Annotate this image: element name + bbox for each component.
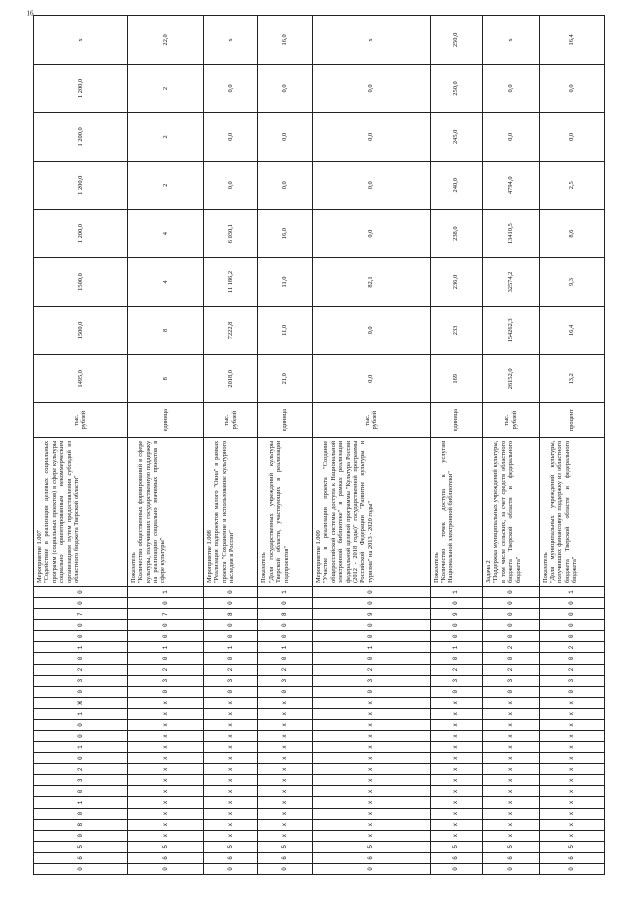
code-digit-cell: 0 <box>203 631 257 642</box>
code-digit-cell: 8 <box>34 819 128 830</box>
code-digit-cell: 0 <box>430 620 482 631</box>
value-cell: 8 <box>127 355 203 403</box>
code-digit-cell: х <box>482 764 539 775</box>
code-digit-cell: 0 <box>127 653 203 664</box>
code-digit-cell: 0 <box>312 586 430 597</box>
code-digit-cell: х <box>482 742 539 753</box>
code-digit-cell: 0 <box>312 863 430 874</box>
code-digit-cell: х <box>127 764 203 775</box>
code-digit-cell: 0 <box>258 598 312 609</box>
code-digit-cell: х <box>312 764 430 775</box>
code-digit-cell: 0 <box>34 730 128 741</box>
value-cell: 1495,0 <box>34 355 128 403</box>
value-cell: 0,0 <box>312 64 430 112</box>
item-name-cell: Мероприятие 1.008 "Реализация подпроектов малого "Окна" в рамках проекта "Сохранение и использование культурного наследия в России" <box>203 437 257 586</box>
code-digit-cell: 0 <box>430 653 482 664</box>
code-digit-cell: х <box>482 708 539 719</box>
value-cell: 0,0 <box>539 113 604 161</box>
value-cell: 16,0 <box>258 209 312 257</box>
code-digit-cell: х <box>203 797 257 808</box>
code-digit-cell: 0 <box>258 686 312 697</box>
code-digit-cell: х <box>127 830 203 841</box>
code-digit-cell: 0 <box>312 686 430 697</box>
code-digit-cell: 0 <box>539 653 604 664</box>
code-digit-cell: х <box>127 719 203 730</box>
code-digit-cell: х <box>539 819 604 830</box>
code-digit-cell: 5 <box>127 841 203 852</box>
code-digit-cell: 0 <box>34 586 128 597</box>
value-cell: 4 <box>127 258 203 306</box>
code-digit-cell: х <box>539 830 604 841</box>
code-digit-cell: х <box>312 775 430 786</box>
code-digit-cell: 0 <box>482 598 539 609</box>
value-cell: 32574,2 <box>482 258 539 306</box>
code-digit-cell: 0 <box>203 863 257 874</box>
code-digit-cell: х <box>258 730 312 741</box>
code-digit-cell: 5 <box>482 841 539 852</box>
code-digit-cell: 1 <box>34 797 128 808</box>
code-digit-cell: 0 <box>539 631 604 642</box>
value-cell: 0,0 <box>258 161 312 209</box>
value-cell: 9,3 <box>539 258 604 306</box>
code-digit-cell: х <box>258 697 312 708</box>
code-digit-cell: х <box>482 786 539 797</box>
value-cell: 154262,3 <box>482 306 539 354</box>
code-digit-cell: 5 <box>539 841 604 852</box>
code-digit-cell: 1 <box>430 642 482 653</box>
code-digit-cell: 2 <box>482 664 539 675</box>
value-cell: 169 <box>430 355 482 403</box>
item-name-cell: Мероприятие 1.009 "Участие в реализации проекта "Создание общероссийской системы доступа к Национальной электронной библиотеке" в рамках реализации федеральной целевой программы "Культура России (2012 - 2018 годы)" государственной программы Российской Федерации "Развитие культуры и туризма" на 2013 - 2020 годы" <box>312 437 430 586</box>
value-cell: 2018,0 <box>203 355 257 403</box>
value-cell: 245,0 <box>430 113 482 161</box>
code-digit-cell: 7 <box>127 609 203 620</box>
code-digit-cell: х <box>539 742 604 753</box>
code-digit-cell: 2 <box>203 664 257 675</box>
code-digit-cell: 0 <box>34 863 128 874</box>
code-digit-cell: 0 <box>127 863 203 874</box>
code-digit-cell: 6 <box>539 852 604 863</box>
code-digit-cell: 0 <box>539 863 604 874</box>
value-cell: 2 <box>127 161 203 209</box>
code-digit-cell: 0 <box>34 686 128 697</box>
code-digit-cell: 2 <box>312 664 430 675</box>
value-cell: 16,4 <box>539 16 604 65</box>
code-digit-cell: 2 <box>127 664 203 675</box>
code-digit-cell: х <box>312 708 430 719</box>
code-digit-cell: х <box>258 742 312 753</box>
code-digit-cell: 0 <box>482 686 539 697</box>
value-cell: 0,0 <box>482 113 539 161</box>
value-cell: 1 200,0 <box>34 209 128 257</box>
code-digit-cell: 5 <box>430 841 482 852</box>
code-digit-cell: х <box>258 819 312 830</box>
item-name-cell: Показатель "Количество общественных формирований в сфере культуры, получивших государственную поддержку на реализацию социально значимых проектов в сфере культуры" <box>127 437 203 586</box>
value-cell: 2 <box>127 113 203 161</box>
table-row <box>127 16 203 875</box>
code-digit-cell: х <box>203 764 257 775</box>
code-digit-cell: х <box>430 830 482 841</box>
code-digit-cell: х <box>430 719 482 730</box>
code-digit-cell: х <box>430 764 482 775</box>
code-digit-cell: 3 <box>127 675 203 686</box>
code-digit-cell: 0 <box>127 620 203 631</box>
value-cell: 233 <box>430 306 482 354</box>
code-digit-cell: 0 <box>34 753 128 764</box>
code-digit-cell: х <box>127 697 203 708</box>
unit-cell: тыс. рублей <box>34 403 128 437</box>
value-cell: 7222,8 <box>203 306 257 354</box>
code-digit-cell: 0 <box>430 686 482 697</box>
code-digit-cell: х <box>539 708 604 719</box>
code-digit-cell: 3 <box>430 675 482 686</box>
code-digit-cell: 0 <box>127 631 203 642</box>
code-digit-cell: х <box>482 819 539 830</box>
code-digit-cell: 0 <box>258 863 312 874</box>
code-digit-cell: х <box>258 830 312 841</box>
value-cell: 238,0 <box>430 209 482 257</box>
code-digit-cell: 1 <box>34 742 128 753</box>
value-cell: 0,0 <box>258 64 312 112</box>
code-digit-cell: х <box>430 730 482 741</box>
code-digit-cell: 0 <box>482 586 539 597</box>
code-digit-cell: 0 <box>312 598 430 609</box>
code-digit-cell: х <box>312 819 430 830</box>
code-digit-cell: 8 <box>258 609 312 620</box>
code-digit-cell: 0 <box>34 786 128 797</box>
value-cell: 240,0 <box>430 161 482 209</box>
value-cell: 11 186,2 <box>203 258 257 306</box>
value-cell: 6 030,1 <box>203 209 257 257</box>
value-cell: 0,0 <box>203 64 257 112</box>
code-digit-cell: х <box>127 775 203 786</box>
code-digit-cell: х <box>203 830 257 841</box>
value-cell: 26152,0 <box>482 355 539 403</box>
code-digit-cell: х <box>258 797 312 808</box>
code-digit-cell: 0 <box>539 598 604 609</box>
value-cell: 16,4 <box>539 306 604 354</box>
code-digit-cell: х <box>482 719 539 730</box>
page-number: 16 <box>26 9 34 18</box>
code-digit-cell: 9 <box>430 609 482 620</box>
code-digit-cell: х <box>203 753 257 764</box>
code-digit-cell: х <box>539 775 604 786</box>
code-digit-cell: 3 <box>34 775 128 786</box>
code-digit-cell: х <box>539 730 604 741</box>
value-cell: х <box>482 16 539 65</box>
code-digit-cell: 0 <box>127 686 203 697</box>
code-digit-cell: 0 <box>258 620 312 631</box>
value-cell: 0,0 <box>258 113 312 161</box>
code-digit-cell: 0 <box>312 620 430 631</box>
code-digit-cell: 5 <box>258 841 312 852</box>
value-cell: 0,0 <box>312 355 430 403</box>
code-digit-cell: 1 <box>34 642 128 653</box>
code-digit-cell: 5 <box>34 841 128 852</box>
code-digit-cell: 0 <box>312 631 430 642</box>
code-digit-cell: х <box>482 808 539 819</box>
code-digit-cell: х <box>312 697 430 708</box>
code-digit-cell: 0 <box>203 653 257 664</box>
value-cell: 1500,0 <box>34 306 128 354</box>
code-digit-cell: 2 <box>34 664 128 675</box>
value-cell: 1 200,0 <box>34 113 128 161</box>
code-digit-cell: х <box>539 797 604 808</box>
value-cell: х <box>312 16 430 65</box>
table-row <box>258 16 312 875</box>
table-row <box>482 16 539 875</box>
code-digit-cell: х <box>203 819 257 830</box>
code-digit-cell: х <box>127 742 203 753</box>
code-digit-cell: х <box>258 708 312 719</box>
code-digit-cell: х <box>312 797 430 808</box>
code-digit-cell: 2 <box>539 642 604 653</box>
value-cell: 82,1 <box>312 258 430 306</box>
code-digit-cell: 3 <box>312 675 430 686</box>
code-digit-cell: 2 <box>258 664 312 675</box>
code-digit-cell: 0 <box>203 598 257 609</box>
code-digit-cell: 6 <box>34 852 128 863</box>
code-digit-cell: х <box>482 797 539 808</box>
table-row <box>312 16 430 875</box>
value-cell: 0,0 <box>312 306 430 354</box>
code-digit-cell: х <box>312 742 430 753</box>
value-cell: 0,0 <box>203 113 257 161</box>
code-digit-cell: 0 <box>482 609 539 620</box>
code-digit-cell: х <box>203 742 257 753</box>
code-digit-cell: х <box>482 730 539 741</box>
code-digit-cell: 0 <box>34 808 128 819</box>
code-digit-cell: х <box>539 764 604 775</box>
code-digit-cell: х <box>430 742 482 753</box>
code-digit-cell: 9 <box>312 609 430 620</box>
item-name-cell: Мероприятие 1.007 "Содействие в реализации целевых социальных программ (социальных проектов) в сфере культуры социально ориентированным некоммерческим организациям путем предоставления субсидий из областного бюджета Тверской области" <box>34 437 128 586</box>
code-digit-cell: х <box>430 697 482 708</box>
code-digit-cell: 3 <box>482 675 539 686</box>
table-row <box>539 16 604 875</box>
code-digit-cell: х <box>430 786 482 797</box>
value-cell: 11,0 <box>258 306 312 354</box>
code-digit-cell: 8 <box>203 609 257 620</box>
code-digit-cell: х <box>127 786 203 797</box>
code-digit-cell: х <box>482 753 539 764</box>
value-cell: 2 <box>127 64 203 112</box>
code-digit-cell: 1 <box>34 708 128 719</box>
code-digit-cell: х <box>539 697 604 708</box>
value-cell: 236,0 <box>430 258 482 306</box>
code-digit-cell: Ж <box>34 697 128 708</box>
code-digit-cell: 0 <box>203 586 257 597</box>
code-digit-cell: 0 <box>203 686 257 697</box>
code-digit-cell: 0 <box>127 598 203 609</box>
code-digit-cell: 0 <box>482 631 539 642</box>
value-cell: 16,0 <box>258 16 312 65</box>
code-digit-cell: х <box>312 830 430 841</box>
code-digit-cell: 0 <box>34 598 128 609</box>
code-digit-cell: 5 <box>312 841 430 852</box>
code-digit-cell: 3 <box>258 675 312 686</box>
code-digit-cell: 1 <box>539 586 604 597</box>
code-digit-cell: х <box>430 819 482 830</box>
code-digit-cell: х <box>482 830 539 841</box>
code-digit-cell: 7 <box>34 609 128 620</box>
code-digit-cell: 6 <box>127 852 203 863</box>
code-digit-cell: 6 <box>312 852 430 863</box>
code-digit-cell: 3 <box>203 675 257 686</box>
code-digit-cell: 2 <box>430 664 482 675</box>
value-cell: 21,0 <box>258 355 312 403</box>
code-digit-cell: 6 <box>258 852 312 863</box>
code-digit-cell: 5 <box>203 841 257 852</box>
code-digit-cell: х <box>203 808 257 819</box>
table-row <box>430 16 482 875</box>
code-digit-cell: 2 <box>34 764 128 775</box>
value-cell: 250,0 <box>430 64 482 112</box>
code-digit-cell: 1 <box>127 586 203 597</box>
code-digit-cell: х <box>430 808 482 819</box>
code-digit-cell: х <box>430 797 482 808</box>
code-digit-cell: х <box>203 697 257 708</box>
code-digit-cell: 0 <box>482 863 539 874</box>
code-digit-cell: 2 <box>539 664 604 675</box>
unit-cell: единица <box>127 403 203 437</box>
code-digit-cell: х <box>312 719 430 730</box>
value-cell: 8,6 <box>539 209 604 257</box>
code-digit-cell: 0 <box>539 620 604 631</box>
value-cell: 0,0 <box>312 161 430 209</box>
code-digit-cell: х <box>258 764 312 775</box>
unit-cell: единица <box>258 403 312 437</box>
code-digit-cell: х <box>482 775 539 786</box>
item-name-cell: Показатель "Количество точек доступа к услугам Национальной электронной библиотеки" <box>430 437 482 586</box>
unit-cell: единица <box>430 403 482 437</box>
code-digit-cell: 1 <box>127 642 203 653</box>
code-digit-cell: х <box>430 775 482 786</box>
code-digit-cell: 3 <box>34 675 128 686</box>
code-digit-cell: х <box>127 730 203 741</box>
value-cell: 0,0 <box>203 161 257 209</box>
value-cell: 1 200,0 <box>34 64 128 112</box>
code-digit-cell: 0 <box>482 620 539 631</box>
code-digit-cell: х <box>127 808 203 819</box>
code-digit-cell: 6 <box>203 852 257 863</box>
code-digit-cell: 3 <box>539 675 604 686</box>
value-cell: 250,0 <box>430 16 482 65</box>
code-digit-cell: 0 <box>34 620 128 631</box>
code-digit-cell: 0 <box>430 598 482 609</box>
value-cell: х <box>34 16 128 65</box>
value-cell: 2,5 <box>539 161 604 209</box>
code-digit-cell: х <box>203 719 257 730</box>
code-digit-cell: 1 <box>312 642 430 653</box>
unit-cell: тыс. рублей <box>203 403 257 437</box>
code-digit-cell: х <box>539 719 604 730</box>
code-digit-cell: 0 <box>258 653 312 664</box>
code-digit-cell: 1 <box>430 586 482 597</box>
code-digit-cell: х <box>430 753 482 764</box>
value-cell: 4794,0 <box>482 161 539 209</box>
value-cell: 0,0 <box>539 64 604 112</box>
unit-cell: процент <box>539 403 604 437</box>
code-digit-cell: 0 <box>34 631 128 642</box>
code-digit-cell: х <box>482 697 539 708</box>
value-cell: 13410,5 <box>482 209 539 257</box>
code-digit-cell: х <box>127 819 203 830</box>
code-digit-cell: 2 <box>482 642 539 653</box>
code-digit-cell: 0 <box>34 653 128 664</box>
code-digit-cell: 1 <box>258 586 312 597</box>
code-digit-cell: 0 <box>34 830 128 841</box>
code-digit-cell: х <box>127 708 203 719</box>
code-digit-cell: х <box>312 786 430 797</box>
code-digit-cell: х <box>539 753 604 764</box>
code-digit-cell: 0 <box>482 653 539 664</box>
code-digit-cell: 6 <box>430 852 482 863</box>
unit-cell: тыс. рублей <box>482 403 539 437</box>
code-digit-cell: х <box>539 786 604 797</box>
code-digit-cell: 0 <box>430 631 482 642</box>
code-digit-cell: х <box>539 808 604 819</box>
value-cell: 8 <box>127 306 203 354</box>
code-digit-cell: х <box>258 786 312 797</box>
code-digit-cell: 6 <box>482 852 539 863</box>
item-name-cell: Показатель "Доля государственных учреждений культуры Тверской области, участвующих в реализации подпроектов" <box>258 437 312 586</box>
code-digit-cell: х <box>430 708 482 719</box>
code-digit-cell: х <box>312 753 430 764</box>
code-digit-cell: 0 <box>539 686 604 697</box>
value-cell: 11,0 <box>258 258 312 306</box>
table-row <box>34 16 128 875</box>
code-digit-cell: 0 <box>258 631 312 642</box>
value-cell: х <box>203 16 257 65</box>
code-digit-cell: 0 <box>203 620 257 631</box>
value-cell: 22,0 <box>127 16 203 65</box>
code-digit-cell: х <box>203 708 257 719</box>
code-digit-cell: 1 <box>203 642 257 653</box>
program-table <box>33 15 605 875</box>
code-digit-cell: 1 <box>258 642 312 653</box>
unit-cell: тыс. рублей <box>312 403 430 437</box>
table-row <box>203 16 257 875</box>
item-name-cell: Показатель "Доля муниципальных учреждений культуры, получивших финансовую поддержку из областного бюджета Тверской области и федерального бюджета" <box>539 437 604 586</box>
item-name-cell: Задача 2 "Поддержка муниципальных учреждений культуры, в том числе сельских, за счет средств областного бюджета Тверской области и федерального бюджета" <box>482 437 539 586</box>
value-cell: 1 200,0 <box>34 161 128 209</box>
code-digit-cell: х <box>258 775 312 786</box>
value-cell: 4 <box>127 209 203 257</box>
value-cell: 0,0 <box>312 113 430 161</box>
code-digit-cell: 0 <box>430 863 482 874</box>
code-digit-cell: х <box>203 786 257 797</box>
code-digit-cell: х <box>258 808 312 819</box>
code-digit-cell: 0 <box>312 653 430 664</box>
code-digit-cell: 0 <box>34 719 128 730</box>
code-digit-cell: х <box>258 719 312 730</box>
code-digit-cell: х <box>127 753 203 764</box>
code-digit-cell: х <box>203 730 257 741</box>
code-digit-cell: х <box>203 775 257 786</box>
code-digit-cell: х <box>312 730 430 741</box>
value-cell: 1500,0 <box>34 258 128 306</box>
code-digit-cell: 0 <box>539 609 604 620</box>
code-digit-cell: х <box>312 808 430 819</box>
value-cell: 0,0 <box>482 64 539 112</box>
value-cell: 13,2 <box>539 355 604 403</box>
value-cell: 0,0 <box>312 209 430 257</box>
code-digit-cell: х <box>127 797 203 808</box>
code-digit-cell: х <box>258 753 312 764</box>
